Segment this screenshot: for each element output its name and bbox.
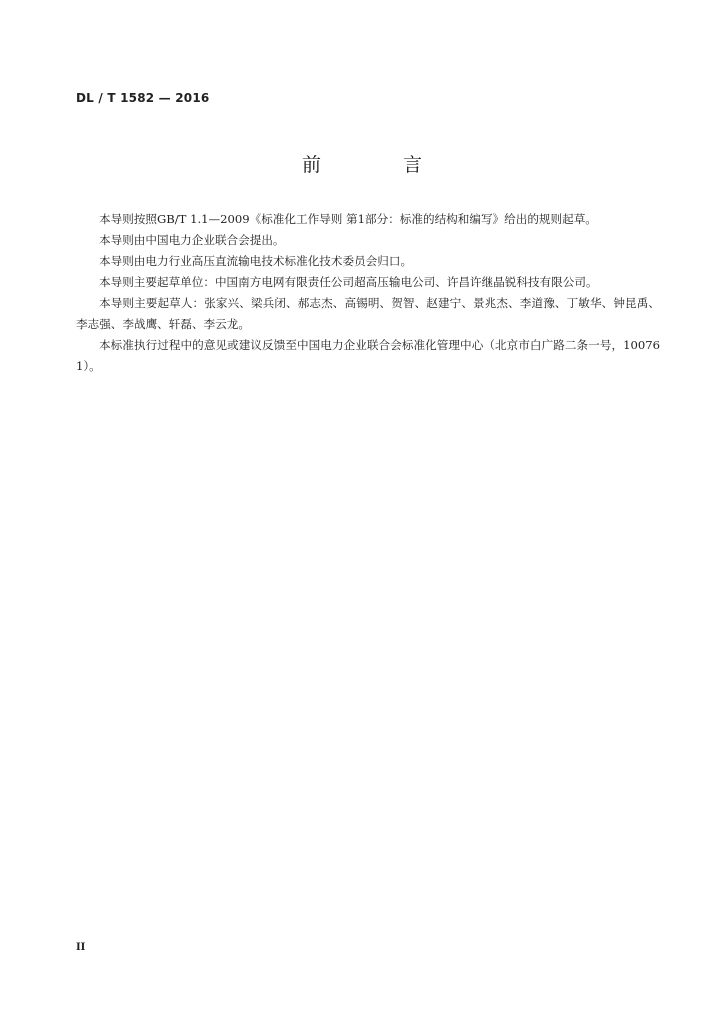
section-title: 前 言 <box>301 154 461 176</box>
paragraph-technical-committee: 本导则由电力行业高压直流输电技术标准化技术委员会归口。 <box>99 254 413 268</box>
paragraph-feedback-contact: 本标准执行过程中的意见或建议反馈至中国电力企业联合会标准化管理中心（北京市白广路二条一号，100761）。 <box>76 338 660 373</box>
foreword-body <box>76 209 660 377</box>
paragraph-drafting-rules: 本导则按照GB/T 1.1—2009《标准化工作导则 第1部分：标准的结构和编写》给出的规则起草。 <box>99 212 597 226</box>
standard-code-header: DL / T 1582 — 2016 <box>76 91 210 105</box>
page-number: II <box>76 942 86 953</box>
paragraph-proposer: 本导则由中国电力企业联合会提出。 <box>99 233 285 247</box>
paragraph-drafting-organizations: 本导则主要起草单位：中国南方电网有限责任公司超高压输电公司、许昌许继晶锐科技有限公司。 <box>99 275 598 289</box>
paragraph-drafters: 本导则主要起草人：张家兴、梁兵闭、郝志杰、高锡明、贺智、赵建宁、景兆杰、李道豫、丁敏华、钟昆禹、李志强、李战鹰、轩磊、李云龙。 <box>76 296 660 331</box>
